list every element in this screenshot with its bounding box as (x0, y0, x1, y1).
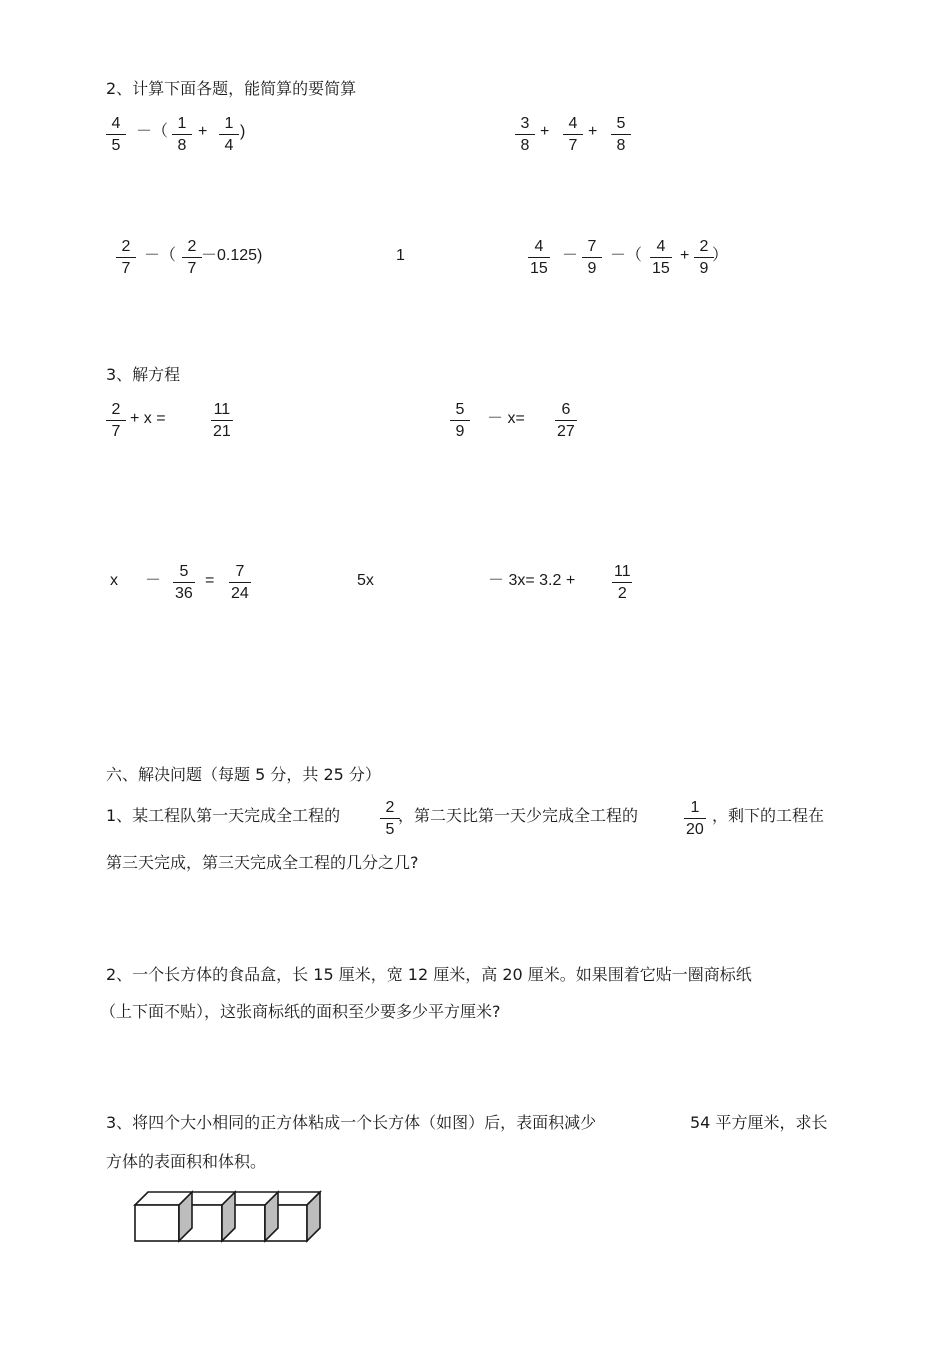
e2-fraction-1 (450, 400, 470, 441)
numerator: 7 (235, 563, 245, 580)
denominator: 7 (106, 420, 126, 441)
numerator: 4 (568, 115, 578, 132)
denominator: 9 (450, 420, 470, 441)
denominator: 5 (380, 818, 400, 839)
q3-operator-1: －（ (144, 247, 177, 264)
q5-fraction-2 (582, 237, 602, 278)
problem-1-fraction-2 (684, 798, 706, 839)
denominator: 27 (555, 420, 577, 441)
four-cubes-figure (130, 1188, 330, 1246)
section-2-title: 2、计算下面各题，能简算的要简算 (106, 79, 357, 98)
e1-operator: + x = (130, 410, 166, 427)
denominator: 20 (684, 818, 706, 839)
problem-3-line-1a: 3、将四个大小相同的正方体粘成一个长方体（如图）后，表面积减少 (106, 1113, 597, 1132)
denominator: 21 (211, 420, 233, 441)
problem-1-part-b: ，第二天比第一天少完成全工程的 (398, 806, 639, 825)
numerator: 5 (616, 115, 626, 132)
q2-operator-1: + (540, 123, 550, 140)
q1-operator-2: + (198, 123, 208, 140)
denominator: 36 (173, 582, 195, 603)
q1-fraction-3 (219, 114, 239, 155)
problem-1-part-c: ，剩下的工程在 (712, 806, 825, 825)
numerator: 2 (111, 401, 121, 418)
q2-operator-2: + (588, 123, 598, 140)
e3-operator-2: = (205, 572, 215, 589)
q1-operator-3: ) (240, 123, 246, 140)
q3-fraction-1 (116, 237, 136, 278)
problem-2-line-1: 2、一个长方体的食品盒，长 15 厘米，宽 12 厘米，高 20 厘米。如果围着它贴一圈商标纸 (106, 965, 752, 984)
denominator: 9 (694, 257, 714, 278)
e1-fraction-2 (211, 400, 233, 441)
numerator: 2 (699, 238, 709, 255)
q4-text: 1 (396, 247, 405, 264)
q2-fraction-1 (515, 114, 535, 155)
section-3-title: 3、解方程 (106, 365, 181, 384)
problem-2-line-2: （上下面不贴），这张商标纸的面积至少要多少平方厘米? (100, 1002, 501, 1021)
numerator: 1 (690, 799, 700, 816)
e3-fraction-1 (173, 562, 195, 603)
q5-operator-1: － (562, 247, 579, 264)
q2-fraction-2 (563, 114, 583, 155)
numerator: 4 (534, 238, 544, 255)
e4-fraction (612, 562, 633, 603)
q5-operator-3: + (680, 247, 690, 264)
q1-fraction-2 (172, 114, 192, 155)
e4-term-a: 5x (357, 572, 374, 589)
numerator: 2 (385, 799, 395, 816)
problem-1-fraction-1 (380, 798, 400, 839)
q5-fraction-4 (694, 237, 714, 278)
e2-fraction-2 (555, 400, 577, 441)
numerator: 5 (455, 401, 465, 418)
e2-operator: － x= (487, 410, 525, 427)
section-6-title: 六、解决问题（每题 5 分，共 25 分） (106, 765, 381, 784)
q2-fraction-3 (611, 114, 631, 155)
numerator: 1 (177, 115, 187, 132)
denominator: 4 (219, 134, 239, 155)
denominator: 5 (106, 134, 126, 155)
e3-variable: x (110, 572, 118, 589)
denominator: 15 (528, 257, 550, 278)
denominator: 7 (116, 257, 136, 278)
e4-term-b: － 3x= 3.2 + (488, 572, 576, 589)
numerator: 1 (224, 115, 234, 132)
q5-operator-2: －（ (610, 247, 643, 264)
q3-operator-2: －0.125) (201, 247, 263, 264)
numerator: 6 (561, 401, 571, 418)
numerator: 5 (179, 563, 189, 580)
problem-1-line-2: 第三天完成，第三天完成全工程的几分之几? (106, 853, 419, 872)
numerator: 3 (520, 115, 530, 132)
denominator: 9 (582, 257, 602, 278)
numerator: 2 (187, 238, 197, 255)
problem-1-part-a: 1、某工程队第一天完成全工程的 (106, 806, 341, 825)
denominator: 7 (182, 257, 202, 278)
q5-fraction-3 (650, 237, 672, 278)
q1-fraction-1 (106, 114, 126, 155)
numerator: 4 (656, 238, 666, 255)
denominator: 15 (650, 257, 672, 278)
denominator: 24 (229, 582, 251, 603)
q1-operator-1: －（ (136, 123, 169, 140)
problem-3-line-1b: 54 平方厘米，求长 (690, 1113, 828, 1132)
q5-operator-4: ） (712, 247, 729, 264)
numerator: 2 (121, 238, 131, 255)
denominator: 8 (515, 134, 535, 155)
e3-fraction-2 (229, 562, 251, 603)
numerator: 4 (111, 115, 121, 132)
cube-1-front (135, 1205, 179, 1241)
q5-fraction-1 (528, 237, 550, 278)
problem-3-line-2: 方体的表面积和体积。 (106, 1152, 267, 1171)
numerator: 7 (587, 238, 597, 255)
denominator: 7 (563, 134, 583, 155)
numerator: 11 (213, 401, 231, 418)
denominator: 8 (172, 134, 192, 155)
e1-fraction-1 (106, 400, 126, 441)
e3-operator-1: － (145, 572, 162, 589)
numerator: 11 (614, 563, 631, 580)
q3-fraction-2 (182, 237, 202, 278)
denominator: 8 (611, 134, 631, 155)
denominator: 2 (612, 582, 632, 603)
